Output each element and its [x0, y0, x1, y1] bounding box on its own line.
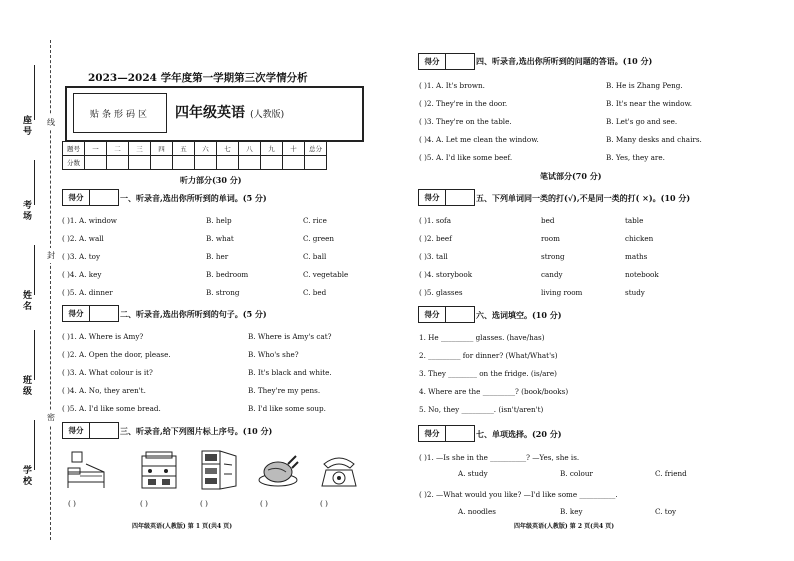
s7-title: 七、单项选择。(20 分) [476, 429, 562, 439]
s4-q5-b: B. Yes, they are. [606, 153, 665, 162]
s4-q1: ( )1. A. It's brown. [419, 81, 485, 90]
school-line [34, 420, 36, 470]
score-cell[interactable] [151, 156, 173, 170]
header-box [65, 86, 364, 142]
score-box-s5 [418, 189, 475, 206]
s5-q5-c: study [625, 288, 645, 297]
score-box-field[interactable] [90, 423, 118, 438]
s5-title: 五、下列单词同一类的打(√),不是同一类的打( ×)。(10 分) [476, 193, 691, 203]
s5-q2-c: chicken [625, 234, 654, 243]
score-box-s6 [418, 306, 475, 323]
score-box-field[interactable] [446, 307, 474, 322]
s4-q5: ( )5. A. I'd like some beef. [419, 153, 513, 162]
s7-q1: ( )1. —Is she in the __________? —Yes, she is. [419, 453, 580, 462]
score-box-label: 得分 [63, 306, 90, 321]
seat-number-line [34, 65, 36, 120]
s2-q5: ( )5. A. I'd like some bread. [62, 404, 161, 413]
score-box-s2 [62, 305, 119, 322]
score-box-label: 得分 [419, 190, 446, 205]
score-box-field[interactable] [446, 426, 474, 441]
s5-q4: ( )4. storybook [419, 270, 473, 279]
name-label: 姓名 [21, 290, 31, 312]
s2-q4-b: B. They're my pens. [248, 386, 321, 395]
subject-name: 四年级英语 [175, 105, 245, 121]
picture-answer-blank-3[interactable]: ( ) [200, 499, 208, 508]
subject-title [175, 102, 284, 122]
s1-title: 一、听录音,选出你所听到的单词。(5 分) [120, 193, 267, 203]
picture-answer-blank-5[interactable]: ( ) [320, 499, 328, 508]
s5-q3-b: strong [541, 252, 565, 261]
s1-q4: ( )4. A. key [62, 270, 102, 279]
s4-q1-b: B. He is Zhang Peng. [606, 81, 683, 90]
score-box-field[interactable] [90, 190, 118, 205]
s1-q1: ( )1. A. window [62, 216, 117, 225]
score-col-10: 十 [283, 142, 305, 156]
subject-edition: (人教版) [250, 110, 285, 120]
score-col-5: 五 [173, 142, 195, 156]
score-cell[interactable] [239, 156, 261, 170]
s7-q2-b: B. key [560, 507, 583, 516]
s4-q2-b: B. It's near the window. [606, 99, 693, 108]
s1-q3-c: C. ball [303, 252, 327, 261]
score-col-total: 总分 [305, 142, 327, 156]
score-box-field[interactable] [90, 306, 118, 321]
barcode-area [73, 93, 167, 133]
score-box-field[interactable] [446, 190, 474, 205]
school-label: 学校 [21, 465, 31, 487]
score-col-7: 七 [217, 142, 239, 156]
s4-title: 四、听录音,选出你所听到的问题的答语。(10 分) [476, 56, 653, 66]
score-col-label: 题号 [63, 142, 85, 156]
s1-q1-c: C. rice [303, 216, 327, 225]
s5-q5-b: living room [541, 288, 583, 297]
score-col-6: 六 [195, 142, 217, 156]
roast-chicken-icon [258, 450, 300, 490]
score-cell[interactable] [283, 156, 305, 170]
s7-q2-c: C. toy [655, 507, 677, 516]
score-box-label: 得分 [419, 54, 446, 69]
score-cell[interactable] [129, 156, 151, 170]
bedroom-icon [66, 450, 108, 490]
s5-q4-b: candy [541, 270, 563, 279]
listening-section-title: 听力部分(30 分) [180, 175, 242, 185]
s5-q5: ( )5. glasses [419, 288, 463, 297]
written-section-title: 笔试部分(70 分) [540, 171, 602, 181]
score-box-label: 得分 [419, 426, 446, 441]
s4-q4: ( )4. A. Let me clean the window. [419, 135, 539, 144]
s1-q2-b: B. what [206, 234, 234, 243]
s2-title: 二、听录音,选出你所听到的句子。(5 分) [120, 309, 267, 319]
s7-q1-c: C. friend [655, 469, 687, 478]
picture-answer-blank-1[interactable]: ( ) [68, 499, 76, 508]
seal-char-xian: 线 [47, 115, 55, 130]
s2-q3-b: B. It's black and white. [248, 368, 332, 377]
page-1-footer: 四年级英语(人教版) 第 1 页(共4 页) [132, 523, 233, 530]
telephone-icon [318, 450, 360, 490]
score-cell[interactable] [85, 156, 107, 170]
score-col-4: 四 [151, 142, 173, 156]
s1-q4-c: C. vegetable [303, 270, 349, 279]
s7-q1-a: A. study [458, 469, 488, 478]
s2-q4: ( )4. A. No, they aren't. [62, 386, 146, 395]
s2-q1: ( )1. A. Where is Amy? [62, 332, 144, 341]
s4-q3: ( )3. They're on the table. [419, 117, 512, 126]
s2-q2-b: B. Who's she? [248, 350, 299, 359]
s7-q2-a: A. noodles [458, 507, 496, 516]
score-cell[interactable] [195, 156, 217, 170]
score-col-2: 二 [107, 142, 129, 156]
score-box-s1 [62, 189, 119, 206]
s1-q3: ( )3. A. toy [62, 252, 101, 261]
score-box-s4 [418, 53, 475, 70]
picture-answer-blank-4[interactable]: ( ) [260, 499, 268, 508]
s1-q2: ( )2. A. wall [62, 234, 104, 243]
score-col-3: 三 [129, 142, 151, 156]
s6-title: 六、选词填空。(10 分) [476, 310, 562, 320]
score-cell[interactable] [217, 156, 239, 170]
s2-q5-b: B. I'd like some soup. [248, 404, 326, 413]
score-box-label: 得分 [419, 307, 446, 322]
fridge-kitchen-icon [138, 450, 180, 490]
page-2-footer: 四年级英语(人教版) 第 2 页(共4 页) [514, 523, 615, 530]
s5-q2-b: room [541, 234, 560, 243]
s5-q1-c: table [625, 216, 644, 225]
score-table-header-row [63, 142, 327, 156]
score-table [62, 141, 327, 170]
score-cell[interactable] [173, 156, 195, 170]
s6-q3: 3. They ________ on the fridge. (is/are) [419, 369, 557, 378]
s1-q2-c: C. green [303, 234, 334, 243]
class-line [34, 330, 36, 380]
score-row-label: 分数 [63, 156, 85, 170]
exam-title: 2023—2024 学年度第一学期第三次学情分析 [88, 72, 308, 84]
s1-q5-b: B. strong [206, 288, 240, 297]
score-box-s7 [418, 425, 475, 442]
s1-q5-c: C. bed [303, 288, 327, 297]
s2-q1-b: B. Where is Amy's cat? [248, 332, 332, 341]
score-box-label: 得分 [63, 190, 90, 205]
s5-q4-c: notebook [625, 270, 659, 279]
class-label: 班级 [21, 375, 31, 397]
name-line [34, 245, 36, 295]
score-table-value-row [63, 156, 327, 170]
s6-q4: 4. Where are the _________? (book/books) [419, 387, 569, 396]
picture-answer-blank-2[interactable]: ( ) [140, 499, 148, 508]
exam-room-line [34, 160, 36, 205]
score-col-9: 九 [261, 142, 283, 156]
exam-room-label: 考场 [21, 200, 31, 222]
s3-title: 三、听录音,给下列图片标上序号。(10 分) [120, 426, 273, 436]
s4-q3-b: B. Let's go and see. [606, 117, 678, 126]
score-cell[interactable] [261, 156, 283, 170]
s5-q1-b: bed [541, 216, 555, 225]
s1-q1-b: B. help [206, 216, 232, 225]
s4-q4-b: B. Many desks and chairs. [606, 135, 702, 144]
score-col-8: 八 [239, 142, 261, 156]
s5-q1: ( )1. sofa [419, 216, 451, 225]
s1-q5: ( )5. A. dinner [62, 288, 113, 297]
s1-q3-b: B. her [206, 252, 229, 261]
seal-char-mi: 密 [47, 410, 55, 425]
s5-q3-c: maths [625, 252, 648, 261]
s4-q2: ( )2. They're in the door. [419, 99, 508, 108]
s5-q3: ( )3. tall [419, 252, 448, 261]
score-col-1: 一 [85, 142, 107, 156]
score-box-label: 得分 [63, 423, 90, 438]
score-cell[interactable] [107, 156, 129, 170]
s6-q1: 1. He _________ glasses. (have/has) [419, 333, 545, 342]
seat-number-label: 座号 [21, 115, 31, 137]
seal-char-feng: 封 [47, 248, 55, 263]
score-box-s3 [62, 422, 119, 439]
s6-q2: 2. _________ for dinner? (What/What's) [419, 351, 558, 360]
score-cell[interactable] [305, 156, 327, 170]
s7-q2: ( )2. —What would you like? —I'd like some __________. [419, 490, 618, 499]
s1-q4-b: B. bedroom [206, 270, 249, 279]
fridge-open-icon [198, 450, 240, 490]
barcode-label: 贴条形码区 [89, 109, 150, 120]
score-box-field[interactable] [446, 54, 474, 69]
s2-q3: ( )3. A. What colour is it? [62, 368, 153, 377]
s7-q1-b: B. colour [560, 469, 593, 478]
s6-q5: 5. No, they _________. (isn't/aren't) [419, 405, 544, 414]
s2-q2: ( )2. A. Open the door, please. [62, 350, 171, 359]
s5-q2: ( )2. beef [419, 234, 452, 243]
